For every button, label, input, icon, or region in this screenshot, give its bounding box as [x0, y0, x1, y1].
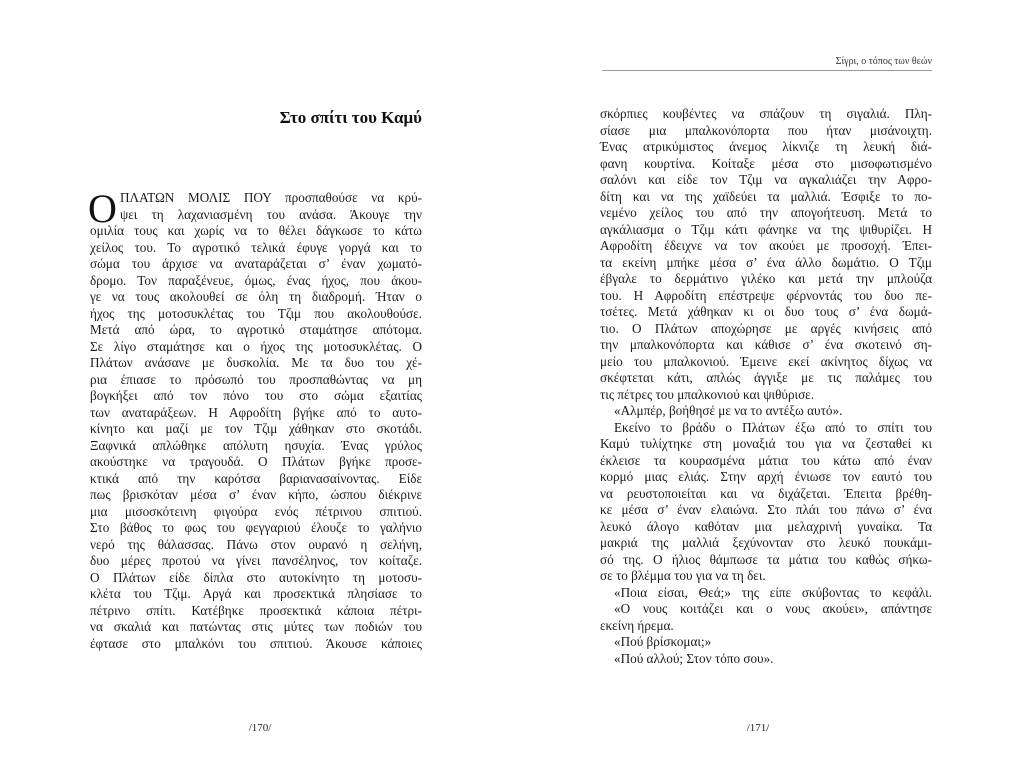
text-line: λευκό άλογο καθόταν μια μελαχρινή γυναίκα. Τα [600, 518, 932, 534]
text-line: «Πού αλλού; Στον τόπο σου». [614, 650, 774, 666]
text-line: Ένας ατρικύμιστος άνεμος λίκνιζε τη λευκή διά- [600, 139, 932, 154]
text-line: μια μισοσκότεινη φιγούρα ενός πέτρινου σπιτιού. [90, 503, 422, 519]
text-line: του. Η Αφροδίτη επέστρεψε φέρνοντάς του δυο πε- [600, 287, 932, 303]
text-line: πέτρινο σπίτι. Κατέβηκε προσεκτικά κάποια πέτρι- [90, 602, 422, 618]
page-number-right: /171/ [746, 722, 770, 734]
text-line: δυο μέρες προτού να γίνει πανσέληνος, τον κοίταζε. [90, 553, 422, 568]
text-line: ψει τη λαχανιασμένη του ανάσα. Άκουγε την [120, 206, 422, 222]
text-line: κίνητο και μαζί με τον Τζιμ χάθηκαν στο σκοτάδι. [90, 421, 422, 436]
text-line: την μπαλκονόπορτα και κάθισε σ’ ένα σκοτεινό ση- [600, 337, 932, 352]
text-line: κλέτα του Τζιμ. Αργά και προσεκτικά πλησίασε το [90, 586, 422, 601]
text-line: σκόρπιες κουβέντες να σπάζουν τη σιγαλιά. Πλη- [600, 106, 932, 121]
text-line: νεμένο χείλος του από την απογοήτευση. Μετά το [600, 205, 932, 220]
right-page [512, 0, 1024, 768]
text-line: ομιλία τους και χωρίς να το θέλει δάγκωσε το κάτω [90, 223, 422, 238]
text-line: έβγαλε το δερμάτινο γιλέκο και μετά την μπλούζα [600, 271, 932, 286]
text-line: ακούστηκε να τραγουδά. Ο Πλάτων βγήκε προσε- [90, 454, 422, 469]
text-line: σίασε μια μπαλκονόπορτα που ήταν μισάνοιχτη. [600, 122, 932, 138]
text-line: Ξαφνικά απλώθηκε απόλυτη ησυχία. Ένας γρύλος [90, 437, 422, 453]
running-head-rule [602, 70, 932, 71]
text-line: Καμύ τυλίχτηκε στη μοναξιά του για να ζεσταθεί κι [600, 436, 932, 451]
text-line: μακριά της μαλλιά ξεχύνονταν στο λευκό πουκάμι- [600, 535, 932, 550]
text-line: χείλος του. Το αγροτικό τελικά έφυγε γοργά και το [90, 239, 422, 255]
running-head: Σίγρι, ο τόπος των θεών [835, 56, 932, 67]
page-number-left: /170/ [248, 722, 272, 734]
text-line: Μετά από ώρα, το αγροτικό σταμάτησε απότομα. [90, 322, 422, 337]
text-line: των αναταράξεων. Η Αφροδίτη βγήκε από το αυτο- [90, 404, 422, 420]
text-line: «Πού βρίσκομαι;» [614, 634, 712, 649]
text-line: δρομο. Τον παραξένευε, όμως, ένας ήχος, που άκου- [90, 272, 422, 288]
text-line: να ρευστοποιείται και να διχάζεται. Έπειτα βρέθη- [600, 485, 932, 501]
text-line: Αφροδίτη έδειχνε να τον ακούει με προσοχή. Έπει- [600, 238, 932, 253]
text-line: «Ποια είσαι, Θεά;» της είπε σκύβοντας το κεφάλι. [614, 584, 932, 600]
text-line: βογκήξει από τον πόνο του στο σώμα εξαιτίας [90, 388, 422, 403]
text-line: έφτασε στο μπαλκόνι του σπιτιού. Άκουσε κάποιες [90, 635, 422, 651]
text-line: σε το βλέμμα του για να τη δει. [600, 568, 766, 583]
text-line: έκλεισε τα κουρασμένα μάτια του κάτω από έναν [600, 452, 932, 468]
text-line: τις πέτρες του μπαλκονιού και ψιθύρισε. [600, 386, 815, 402]
text-line: σκέφτεται κάτι, απλώς άγγιξε με τις παλάμες του [600, 370, 932, 385]
text-line: σώμα του άρχισε να αναταράζεται σ’ έναν χωματό- [90, 256, 422, 271]
text-line: «Ο νους κοιτάζει και ο νους ακούει», απάντησε [614, 601, 932, 616]
text-line: κορμό μιας ελιάς. Στην αρχή ένιωσε τον εαυτό του [600, 469, 932, 484]
drop-cap: Ο [88, 186, 117, 231]
text-line: Σε λίγο σταμάτησε και ο ήχος της μοτοσυκλέτας. Ο [90, 338, 422, 354]
text-line: Στο βάθος το φως του φεγγαριού έλουζε το γαλήνιο [90, 520, 422, 535]
text-line: τιο. Ο Πλάτων αποχώρησε με αργές κινήσεις από [600, 320, 932, 336]
text-line: τσέτες. Μετά χάθηκαν κι οι δυο τους σ’ ένα δωμά- [600, 304, 932, 319]
text-line: ρια έπιασε το πρόσωπό του προσπαθώντας να μη [90, 371, 422, 387]
text-line: Εκείνο το βράδυ ο Πλάτων έξω από το σπίτι του [614, 419, 932, 435]
text-line: φανη κουρτίνα. Κοίταξε μέσα στο μισοφωτισμένο [600, 155, 932, 171]
text-line: δίτη και να της χαϊδεύει τα μαλλιά. Έσφιξε το πο- [600, 188, 932, 204]
text-line: μείο του μπαλκονιού. Έμεινε εκεί ακίνητος δίχως να [600, 353, 932, 369]
text-line: σαλόνι και είδε τον Τζιμ να αγκαλιάζει την Αφρο- [600, 172, 932, 187]
text-line: τα εκείνη μπήκε μέσα σ’ ένα άλλο δωμάτιο. Ο Τζιμ [600, 254, 932, 270]
text-line: νερό της θάλασσας. Πάνω στον ουρανό η σελήνη, [90, 536, 422, 552]
text-line: εκείνη ήρεμα. [600, 617, 674, 633]
text-line: κε μέσα σ’ έναν ελαιώνα. Στο πλάι του πάνω σ’ ένα [600, 502, 932, 517]
left-page-body [88, 186, 422, 652]
text-line: γε να τους ακολουθεί σε όλη τη διαδρομή. Ήταν ο [90, 289, 422, 304]
text-line: κτικά από την καρότσα βαριανασαίνοντας. Είδε [90, 470, 422, 486]
chapter-title: Στο σπίτι του Καμύ [279, 108, 422, 127]
text-line: πως βρισκόταν μέσα σ’ έναν κήπο, ώσπου διέκρινε [90, 487, 422, 502]
text-line: ΠΛΑΤΩΝ ΜΟΛΙΣ ΠΟΥ προσπαθούσε να κρύ- [120, 190, 422, 205]
text-line: αγκάλιασμα ο Τζιμ κάτι φάνηκε να της ψιθυρίζει. Η [600, 221, 932, 237]
text-line: ήχος της μοτοσυκλέτας του Τζιμ που ακολουθούσε. [90, 305, 422, 321]
text-line: να σκαλιά και πατώντας στις μύτες των ποδιών του [90, 619, 422, 634]
right-page-body [600, 106, 932, 667]
text-line: «Αλμπέρ, βοήθησέ με να το αντέξω αυτό». [614, 403, 843, 418]
text-line: σό της. Ο ήλιος θάμπωσε τα μάτια του καθώς σήκω- [600, 551, 932, 567]
text-line: Ο Πλάτων είδε δίπλα στο αυτοκίνητο τη μοτοσυ- [90, 569, 422, 585]
text-line: Πλάτων ανάσανε με δυσκολία. Με τα δυο του χέ- [90, 355, 422, 370]
